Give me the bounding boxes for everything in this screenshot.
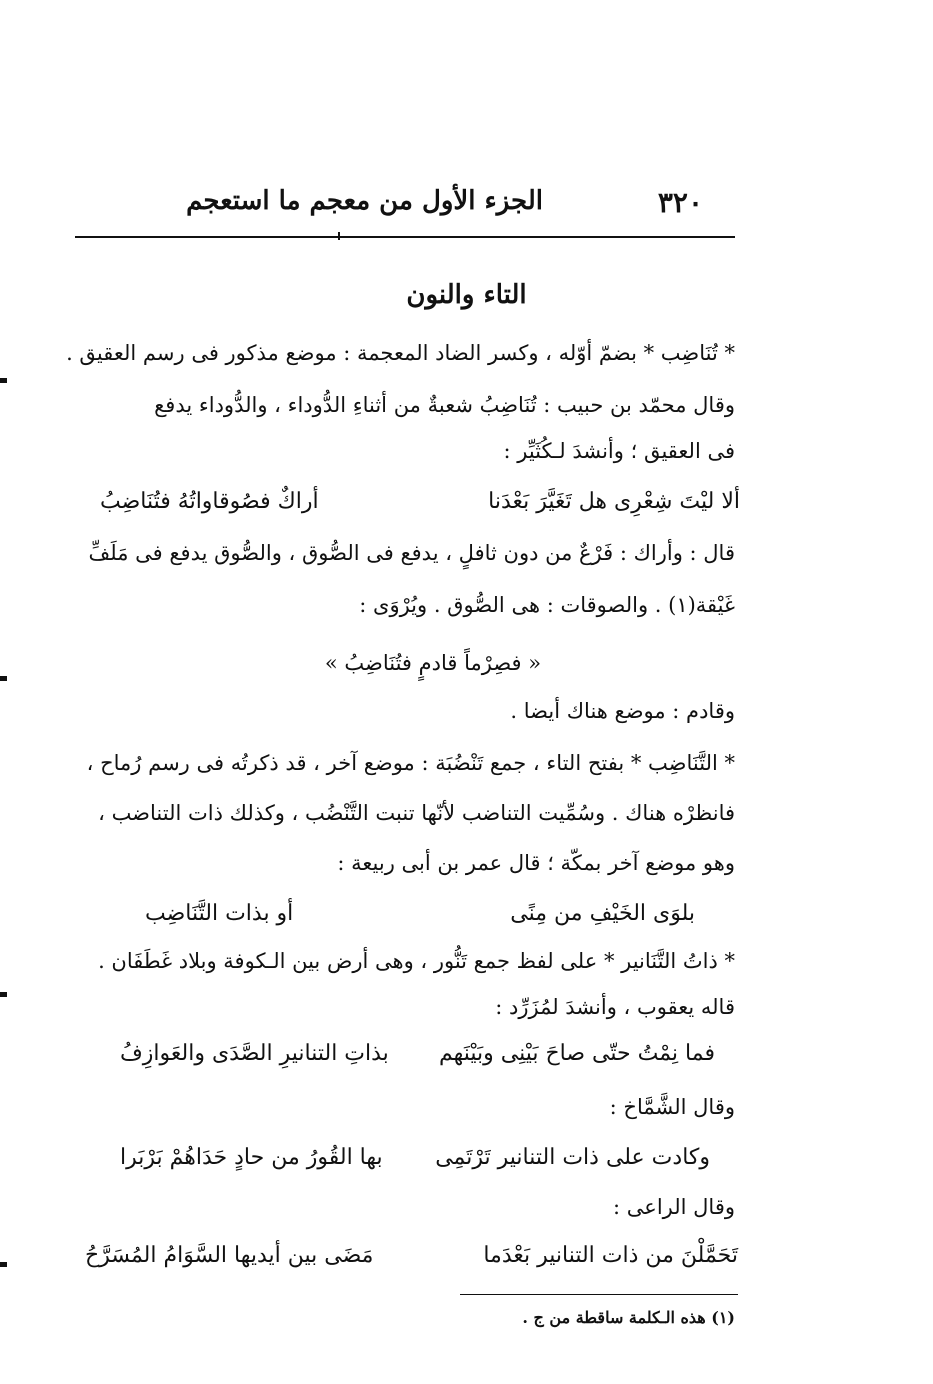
verse-hemistich-first: فما نِمْتُ حتّى صاحَ بَيْنِى وبَيْنَهم: [438, 1041, 715, 1066]
running-header: [75, 186, 735, 230]
text-line: غَيْقة(١) . والصوقات : هى الصُّوق . ويُرْوَى :: [359, 593, 735, 617]
margin-mark: [0, 1262, 7, 1267]
text-line: * التَّنَاضِب * بفتح التاء ، جمع تَنْضُبَة : موضع آخر ، قد ذكرتُه فى رسم رُماح ،: [86, 751, 735, 775]
quoted-variant: « فصِرْماً قادمٍ فتُنَاضِبُ »: [324, 651, 542, 675]
header-rule-joint: [338, 232, 340, 240]
text-line: * تُنَاضِب * بضمّ أوّله ، وكسر الضاد المعجمة : موضع مذكور فى رسم العقيق .: [66, 341, 735, 365]
page-number: ٣٢٠: [657, 186, 703, 219]
text-line: قاله يعقوب ، وأنشدَ لمُزَرِّد :: [495, 995, 735, 1019]
text-line: وهو موضع آخر بمكّة ؛ قال عمر بن أبى ربيعة :: [337, 851, 735, 875]
text-line: فانظرْه هناك . وسُمِّيت التناضب لأنّها تنبت التَّنْضُب ، وكذلك ذات التناضب ،: [98, 801, 735, 825]
verse-hemistich-second: أو بذات التَّنَاضِب: [145, 901, 294, 926]
text-line: وقال محمّد بن حبيب : تُنَاضِبُ شعبةٌ من أثناءِ الدُّوداء ، والدُّوداء يدفع: [154, 393, 735, 417]
verse-hemistich-second: بذاتِ التنانيرِ الصَّدَى والعَوازِفُ: [120, 1041, 389, 1066]
verse: [100, 486, 740, 520]
text-line: * ذاتُ التَّنَانير * على لفظ جمع تَنُّور ، وهى أرض بين الـكوفة وبلاد غَطَفَان .: [98, 949, 735, 973]
text-line: فى العقيق ؛ وأنشدَ لـكُثَيِّر :: [503, 439, 735, 463]
text-line: وقال الراعى :: [613, 1195, 735, 1219]
verse-hemistich-first: تَحَمَّلْنَ من ذات التنانير بَعْدَما: [483, 1243, 738, 1268]
running-title: الجزء الأول من معجم ما استعجم: [186, 186, 543, 216]
text-line: وقال الشَّمَّاخ :: [609, 1095, 735, 1119]
verse: [120, 1038, 715, 1072]
text-line: قال : وأراك : فَرْعٌ من دون ثافلٍ ، يدفع فى الصُّوق ، والصُّوق يدفع فى مَلَفِّ: [88, 541, 735, 565]
verse-hemistich-second: مَضَى بين أيديها السَّوَامُ المُسَرَّحُ: [85, 1243, 374, 1268]
verse: [85, 1240, 738, 1274]
text-line: وقادم : موضع هناك أيضا .: [510, 699, 735, 723]
section-title: التاء والنون: [406, 280, 527, 310]
verse: [120, 1142, 710, 1176]
margin-mark: [0, 378, 7, 383]
verse-hemistich-first: وكادت على ذات التنانير تَرْتَمِى: [435, 1145, 710, 1170]
header-rule: [75, 236, 735, 238]
footnote-rule: [460, 1294, 738, 1295]
verse-hemistich-second: بها القُورُ من حادٍ حَدَاهُمْ بَرْبَرا: [120, 1145, 383, 1170]
verse: [145, 898, 695, 932]
footnote: (١) هذه الـكلمة ساقطة من ج .: [522, 1308, 735, 1327]
verse-hemistich-first: ألا ليْتَ شِعْرِى هل تَغَيَّرَ بَعْدَنا: [488, 489, 740, 514]
margin-mark: [0, 992, 7, 997]
margin-mark: [0, 676, 7, 681]
verse-hemistich-first: بلوَى الخَيْفِ من مِنًى: [510, 901, 695, 926]
verse-hemistich-second: أراكٌ فصُوقاواتُهُ فتُنَاضِبُ: [100, 489, 319, 514]
